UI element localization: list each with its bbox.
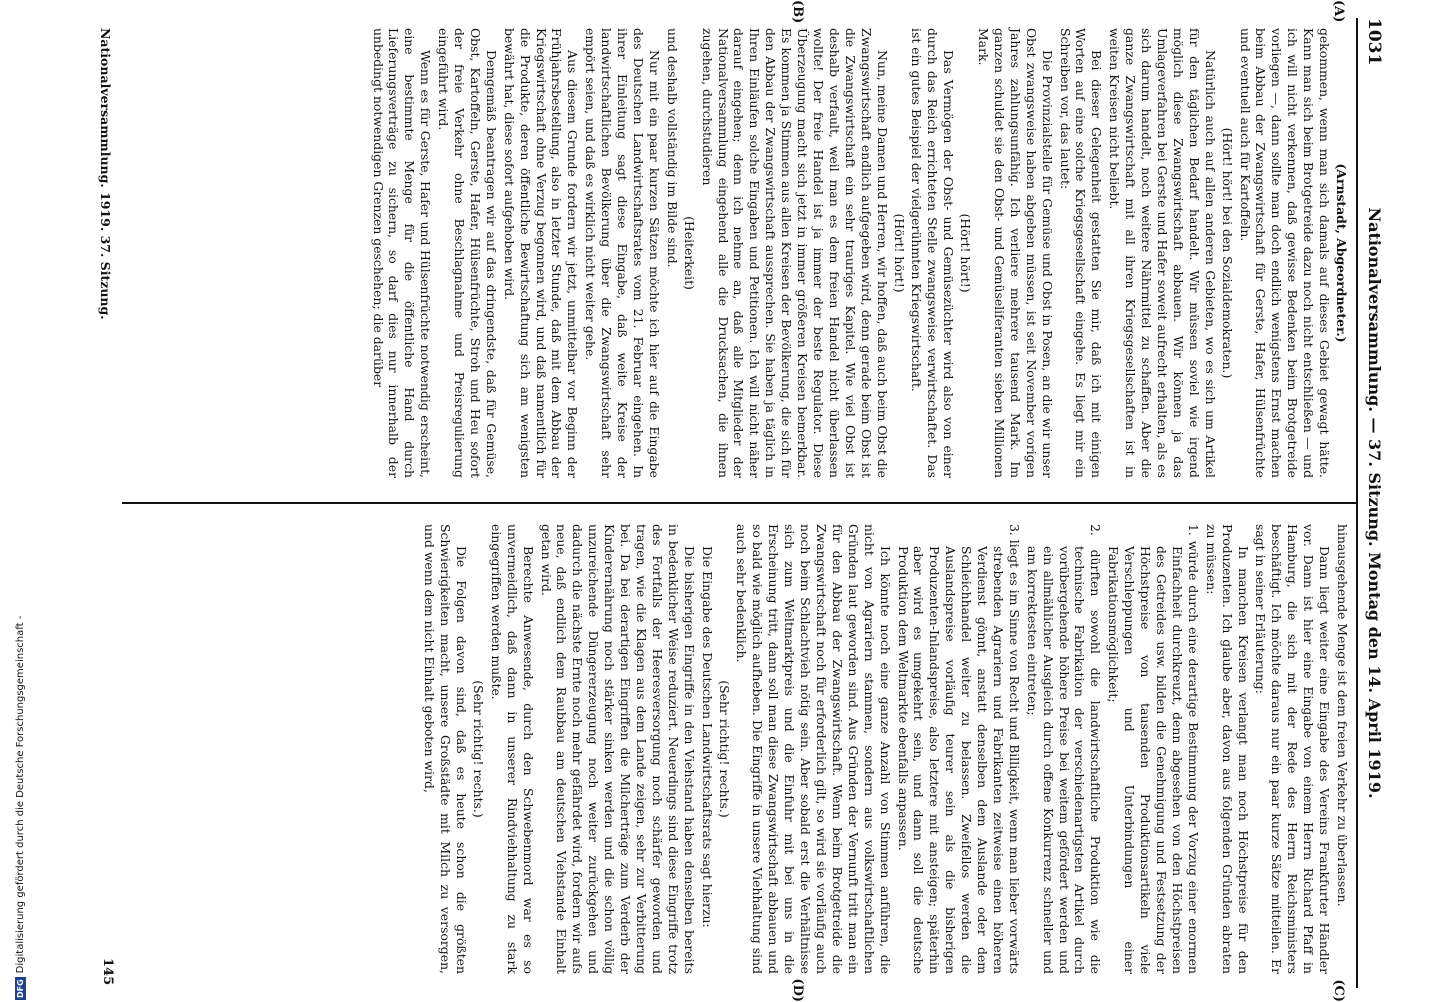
paragraph: Nur mit ein paar kurzen Sätzen möchte ich hier auf die Eingabe des Deutschen Landwirtschaftsrates vom 21. Februar eingehen. In ihrer Einleitung sagt diese Eingabe, daß weite Kreise der landwirtschaftlichen Bevölkerung über die Zwangswirtschaft sehr empört seien, und daß es wirklich nicht weiter gehe.	[583, 28, 662, 478]
paragraph: Das Vermögen der Obst- und Gemüsezüchter wird also von einer durch das Reich errichteten Stelle zwangsweise verwirtschaftet. Das ist ein gutes Beispiel der vielgerühmten Kriegswirtschaft.	[909, 28, 957, 478]
list-item: 2. dürften sowohl die landwirtschaftliche Produktion wie die technische Fabrikation der verschiedenartigsten Artikel durch vorübergehende höhere Preise bei weitem gefördert werden und ein allmählicher Ausgleich durch offene Konkurrenz schneller und am korrektesten eintreten;	[1024, 524, 1104, 974]
quotation: Demgemäß beantragen wir auf das dringendste, daß für Gemüse, Obst, Kartoffeln, Gerste, Hafer, Hülsenfrüchte, Stroh und Heu sofort der freie Verkehr ohne Beschlagnahme und Preisregulierung eingeführt wird.	[436, 28, 499, 478]
funding-strip	[0, 0, 26, 1000]
paragraph: Berechte Anwesende, durch den Schwebenmord war es so unvermeidlich, daß dann in unserer Rindviehhaltung zu stark eingegriffen werden mußte.	[488, 524, 536, 974]
dfg-logo: DFG	[16, 979, 25, 998]
paragraph: Die Eingabe des Deutschen Landwirtschaftsrats sagt hierzu:	[699, 546, 715, 928]
newspaper-page	[62, 0, 1392, 1002]
footer-label: Nationalversammlung. 1919. 37. Sitzung.	[98, 28, 113, 320]
funding-text-line	[14, 40, 28, 1000]
paragraph: Natürlich auch auf allen anderen Gebieten, wo es sich um Artikel für den täglichen Bedarf handelt. Wir müssen soviel wie irgend möglich diese Zwangswirtschaft abbauen. Wir können ja das Umlageverfahren bei Gerste und Hafer soweit aufrecht erhalten, als es sich darum handelt, noch weitere Nährmittel zu schaffen. Aber die ganze Zwangswirtschaft mit all ihren Kriegsgesellschaften ist in weiten Kreisen nicht beliebt.	[1107, 28, 1218, 478]
speaker-line: (Arnstadt, Abgeordneter.)	[1334, 163, 1349, 343]
paragraph: Ich könnte noch eine ganze Anzahl von Stimmen anführen, die nicht von Agrariern stammen, sondern aus volkswirtschaftlichen Gründen laut geworden sind. Aus Gründen der Vernunft tritt man ein für den Abbau der Zwangswirtschaft. Wenn beim Brotgetreide die Zwangswirtschaft noch für erforderlich gilt, so wird sie vorläufig auch noch beim Schlachtvieh nötig sein. Aber sobald erst die Verhältnisse sich zum Weltmarktpreis und die Einfuhr mit bei uns in die Erscheinung tritt, dann soll man diese Zwangswirtschaft abbauen und so bald wie möglich aufheben. Die Eingriffe in unsere Viehhaltung sind auch sehr bedenklich.	[734, 524, 893, 974]
margin-marker-c: (C)	[1331, 979, 1346, 1002]
page-title: Nationalversammlung. — 37. Sitzung. Montag den 14. April 1919.	[1365, 207, 1384, 799]
list-item: 3. liegt es im Sinne von Recht und Billigkeit, wenn man lieber vorwärts strebenden Agrariern und Fabrikanten zeitweise einen höheren Verdienst gönnt, anstatt denselben dem Auslande oder dem Schleichhandel weiter zu belassen. Zweifellos werden die Auslandspreise vorläufig teurer sein als die bisherigen Produzenten-Inlandspreise, also letztere mit ansteigen; späterhin aber wird es umgekehrt sein, und dann soll die deutsche Produktion dem Weltmarkte ebenfalls anpassen.	[895, 524, 1022, 974]
paragraph: Die Folgen davon sind, daß es heute schon die größten Schwierigkeiten macht, unsere Großstädte mit Milch zu versorgen, und wenn dem nicht Einhalt geboten wird,	[422, 524, 470, 974]
column-divider	[122, 502, 1358, 504]
margin-marker-d: (D)	[790, 978, 805, 1002]
paragraph: gekommen, wenn man sich damals auf dieses Gebiet gewagt hätte. Kann man sich beim Brotgetreide dazu noch nicht entschließen — und ich will nicht verkennen, daß gewisse Bedenken beim Brotgetreide vorliegen —, dann sollte man doch endlich wenigstens Ernst machen beim Abbau der Zwangswirtschaft für Gerste, Hafer, Hülsenfrüchte und eventuell auch für Kartoffeln.	[1237, 28, 1333, 478]
funding-text: Digitalisierung gefördert durch die Deutsche Forschungsgemeinschaft -	[15, 615, 26, 974]
quotation: Die bisherigen Eingriffe in den Viehstand haben denselben bereits in bedenklicher Weise reduziert. Neuerdings sind diese Eingriffe trotz des Fortfalls der Heeresversorgung noch schärfer geworden und tragen, wie die Klagen aus dem Lande zeigen, sehr zur Verbitterung bei. Da bei derartigen Eingriffen die Milcherträge zum Verderb der Kinderernährung noch stärker sinken werden und die schon völlig unzureichende Düngererzeugung noch weiter zurückgehen und dadurch die nächste Ernte noch mehr gefährdet wird, fordern wir aufs neue, daß endlich dem Raubbau am deutschen Viehstande Einhalt getan wird.	[538, 524, 697, 974]
paragraph: Bei dieser Gelegenheit gestatten Sie mir, daß ich mit einigen Worten auf eine solche Kriegsgesellschaft eingehe. Es liegt mir ein Schreiben vor, das lautet:	[1057, 28, 1105, 478]
sheet-number: 145	[100, 958, 115, 986]
quotation: Aus diesem Grunde fordern wir jetzt, unmittelbar vor Beginn der Frühjahrsbestellung, also in letzter Stunde, daß mit dem Abbau der Kriegswirtschaft ohne Verzug begonnen wird, und daß namentlich für die Produkte, deren öffentliche Bewirtschaftung sich am wenigsten bewährt hat, diese sofort aufgehoben wird.	[501, 28, 581, 478]
paragraph: Nun, meine Damen und Herren, wir hoffen, daß auch beim Obst die Zwangswirtschaft endlich aufgegeben wird, denn gerade beim Obst ist die Zwangswirtschaft ein sehr trauriges Kapitel. Wie viel Obst ist deshalb verfault, weil man es dem freien Handel nicht überlassen wollte! Der freie Handel ist ja immer der beste Regulator. Diese Überzeugung macht sich jetzt in immer größeren Kreisen bemerkbar. Es kommen ja Stimmen aus allen Kreisen der Bevölkerung, die sich für den Abbau der Zwangswirtschaft aussprechen. Sie haben ja täglich in Ihren Einläufen solche Eingaben und Petitionen. Ich will nicht näher darauf eingehen; denn ich nehme an, daß alle Mitglieder der Nationalversammlung eingehend alle die Drucksachen, die ihnen zugehen, durchstudieren	[699, 28, 890, 478]
margin-marker-a: (A)	[1331, 0, 1346, 23]
interjection: (Sehr richtig! rechts.)	[470, 680, 486, 818]
paragraph: Dann liegt weiter eine Eingabe des Vereins Frankfurter Händler vor. Dann ist hier eine Eingabe von einem Herrn Richard Pfaff in Hamburg, die sich mit der Rede des Herrn Reichsministers beschäftigt. Ich möchte daraus nur ein paar kurze Sätze mitteilen. Er sagt in seiner Erläuterung:	[1253, 524, 1333, 974]
page-footer	[91, 18, 117, 988]
left-column	[368, 0, 1350, 478]
interjection: (Hört! hört!)	[891, 213, 907, 293]
margin-marker-b: (B)	[790, 0, 805, 24]
interjection: (Heiterkeit)	[681, 216, 697, 290]
right-column	[419, 524, 1350, 1002]
quotation: Die Provinzialstelle für Gemüse und Obst in Posen, an die wir unser Obst zwangsweise haben abgeben müssen, ist seit November vorigen Jahres zahlungsunfähig. Ich verliere mehrere tausend Mark. Im ganzen schuldet sie den Obst- und Gemüseliferanten sieben Millionen Mark.	[976, 28, 1055, 478]
paragraph: und deshalb vollständig im Bilde sind.	[664, 28, 680, 268]
page-number: 1031	[1364, 18, 1384, 66]
list-item: 1. würde durch eine derartige Bestimmung der Vorzug einer enormen Einfachheit durchkreuzt, denn abgesehen von den Höchstpreisen des Getreides usw. bilden die Genehmigung und Festsetzung der Höchstpreise von tausenden Produktionsartikeln viele Verschleppungen und Unterbindungen einer Fabrikationsmöglichkeit;	[1106, 524, 1201, 974]
paragraph: hinausgehende Menge ist dem freien Verkehr zu überlassen.	[1335, 524, 1350, 907]
page-header	[1356, 18, 1392, 988]
quotation: In manchen Kreisen verlangt man noch Höchstpreise für den Produzenten. Ich glaube aber, davon aus folgenden Gründen abraten zu müssen:	[1203, 524, 1251, 974]
interjection: (Hört! hört!)	[958, 213, 974, 293]
quotation: Wenn es für Gerste, Hafer und Hülsenfrüchte notwendig erscheint, eine bestimmte Menge für die öffentliche Hand durch Lieferungsverträge zu sichern, so darf dies nur innerhalb der unbedingt notwendigen Grenzen geschehen; die darüber	[370, 28, 434, 478]
interjection: (Sehr richtig! rechts.)	[716, 680, 732, 818]
interjection: (Hört! hört! bei den Sozialdemokraten.)	[1219, 127, 1235, 379]
